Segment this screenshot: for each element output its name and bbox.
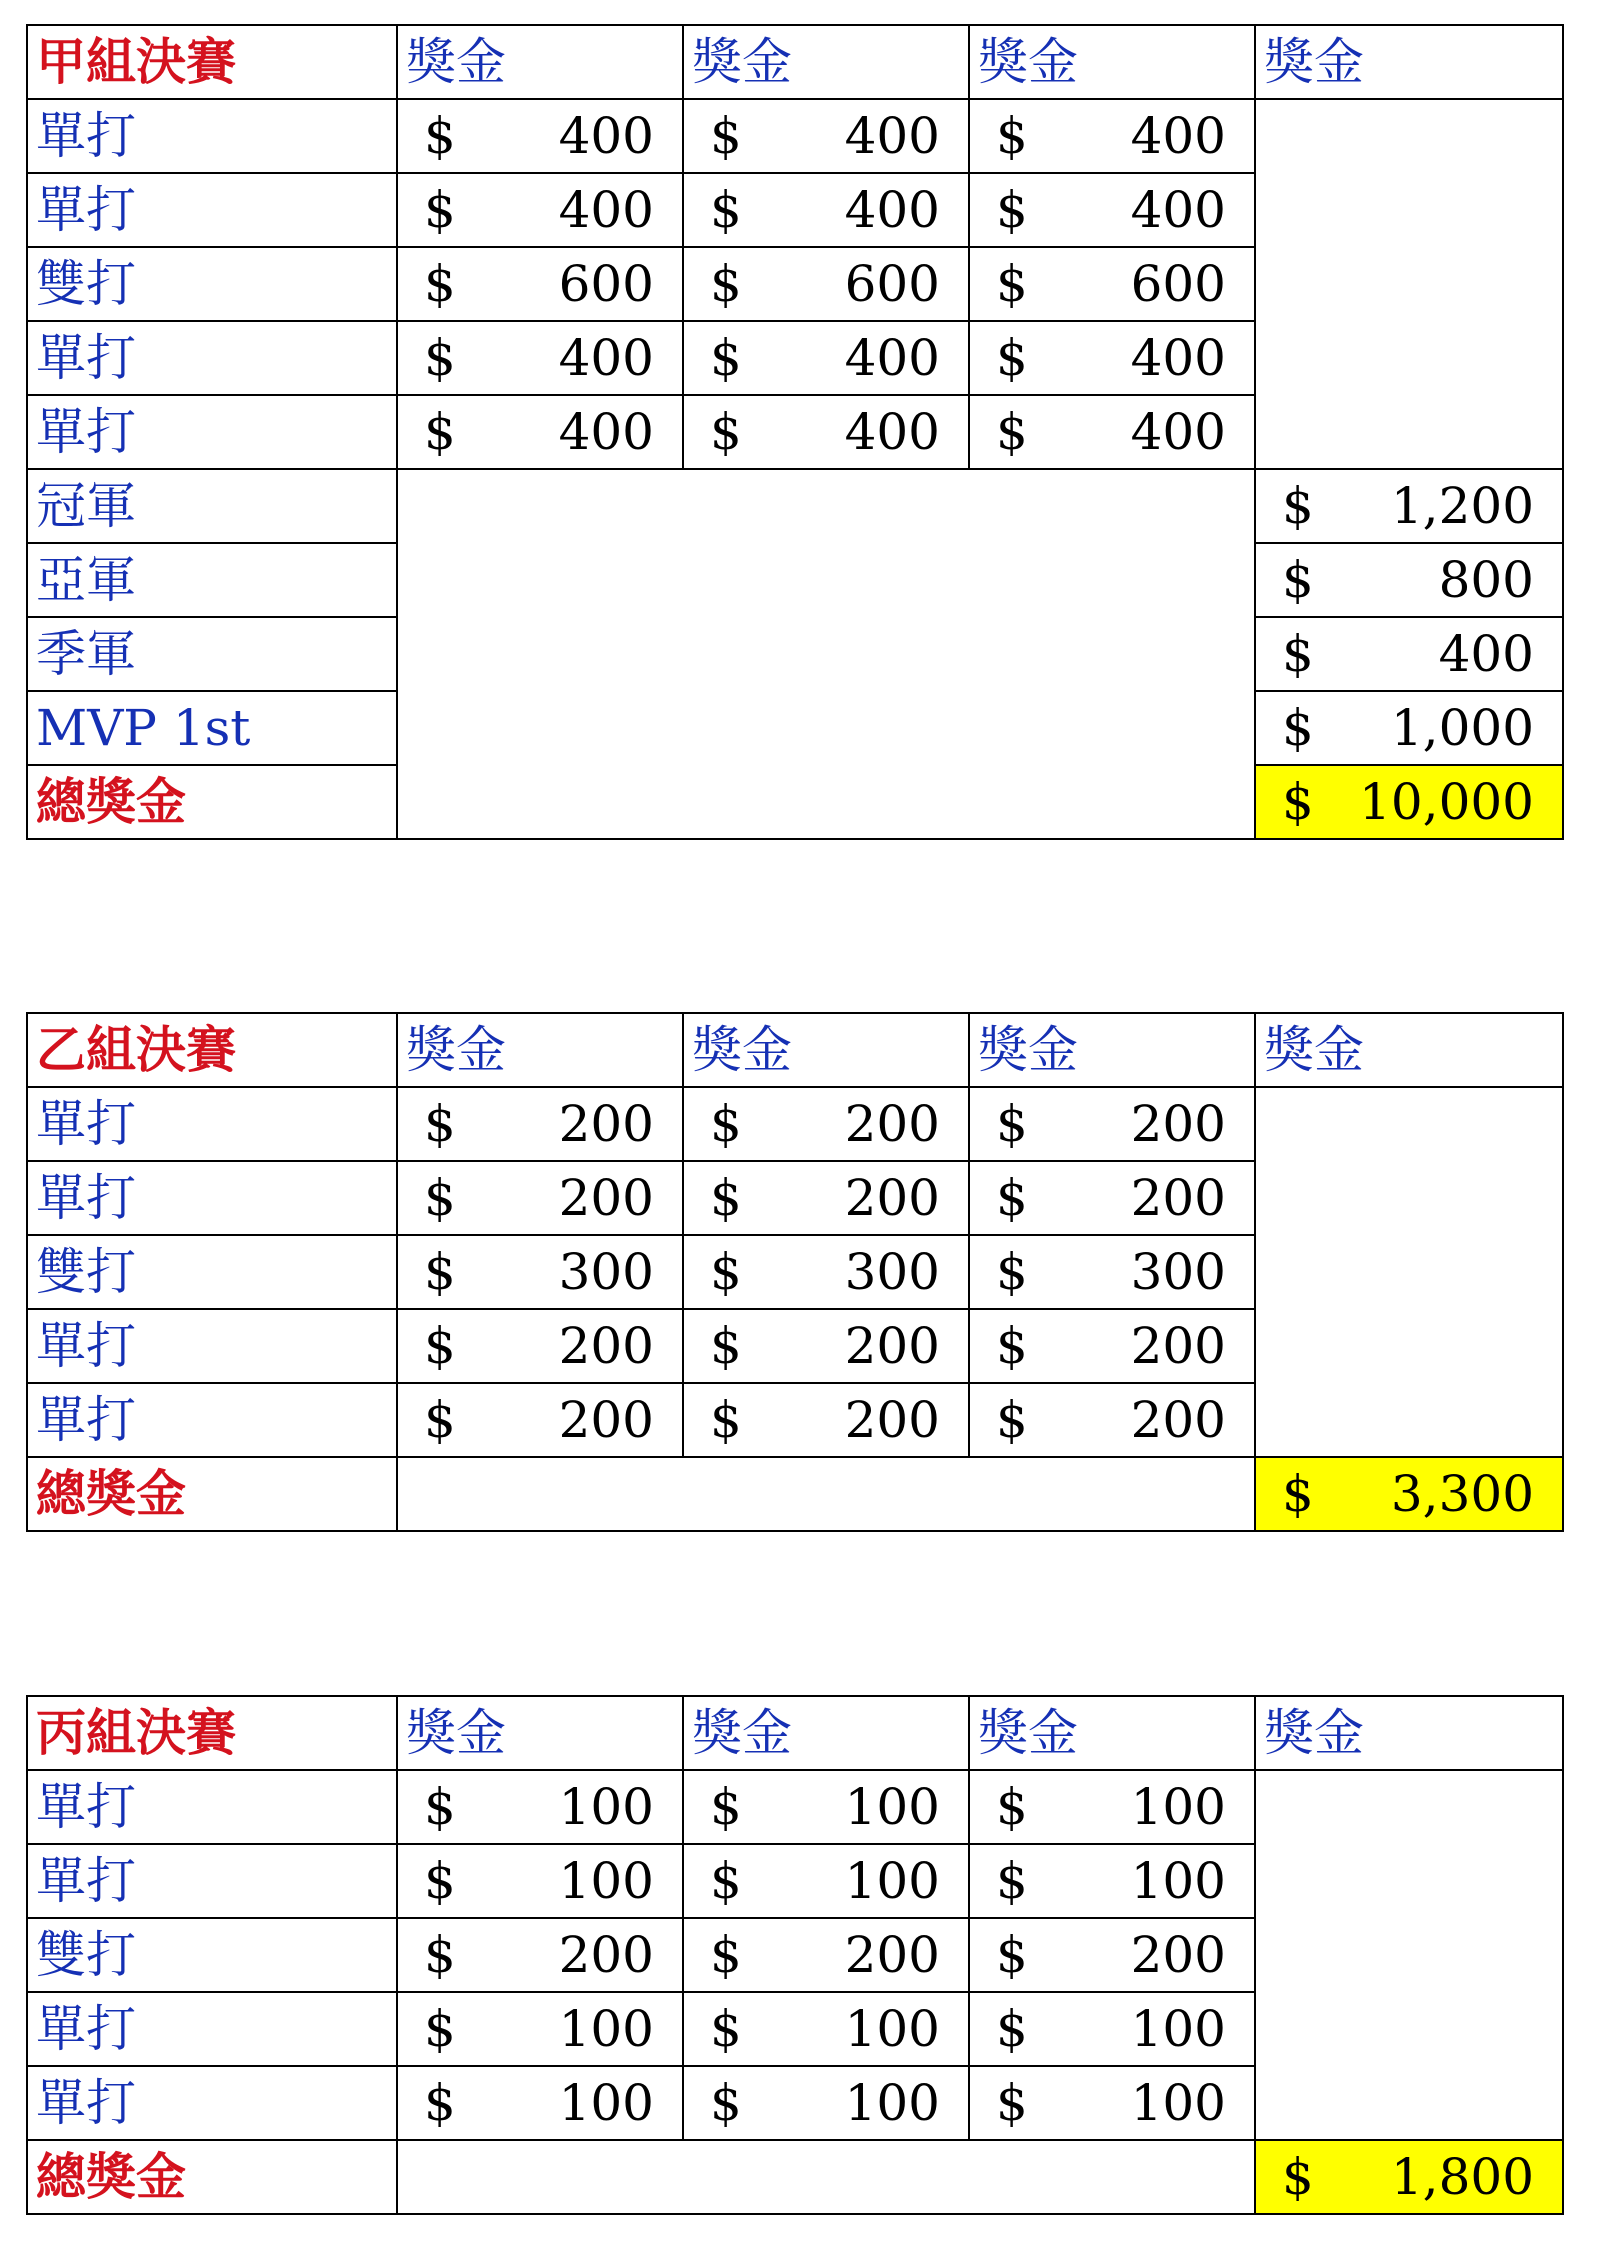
amount-cell bbox=[969, 395, 1255, 469]
amount-cell bbox=[1255, 543, 1563, 617]
amount-value: 400 bbox=[1438, 625, 1534, 683]
amount-value: 200 bbox=[1130, 1095, 1226, 1153]
table-row bbox=[27, 1770, 1563, 1844]
amount-value: 100 bbox=[1130, 1778, 1226, 1836]
currency-symbol: $ bbox=[710, 1169, 742, 1227]
amount-value: 200 bbox=[558, 1095, 654, 1153]
award-label: MVP 1st bbox=[27, 691, 397, 765]
currency-symbol: $ bbox=[424, 1243, 456, 1301]
currency-symbol: $ bbox=[996, 403, 1028, 461]
total-row bbox=[27, 2140, 1563, 2214]
amount-value: 300 bbox=[558, 1243, 654, 1301]
group-c-prize-table bbox=[26, 1695, 1564, 2215]
amount-value: 1,200 bbox=[1390, 477, 1534, 535]
amount-value: 400 bbox=[1130, 329, 1226, 387]
currency-symbol: $ bbox=[710, 2000, 742, 2058]
amount-cell bbox=[397, 2066, 683, 2140]
prize-column-header: 獎金 bbox=[397, 1013, 683, 1087]
amount-value: 100 bbox=[844, 2000, 940, 2058]
amount-cell bbox=[969, 99, 1255, 173]
currency-symbol: $ bbox=[710, 1317, 742, 1375]
amount-value: 200 bbox=[1130, 1391, 1226, 1449]
amount-value: 400 bbox=[558, 403, 654, 461]
amount-value: 800 bbox=[1438, 551, 1534, 609]
currency-symbol: $ bbox=[424, 1778, 456, 1836]
amount-cell bbox=[683, 173, 969, 247]
amount-value: 400 bbox=[1130, 403, 1226, 461]
total-label: 總獎金 bbox=[27, 2140, 397, 2214]
award-label: 季軍 bbox=[27, 617, 397, 691]
currency-symbol: $ bbox=[710, 1243, 742, 1301]
currency-symbol: $ bbox=[710, 255, 742, 313]
currency-symbol: $ bbox=[424, 329, 456, 387]
amount-value: 100 bbox=[844, 2074, 940, 2132]
currency-symbol: $ bbox=[1282, 625, 1314, 683]
amount-cell bbox=[397, 321, 683, 395]
empty-cell bbox=[397, 469, 1255, 839]
amount-value: 200 bbox=[844, 1169, 940, 1227]
prize-column-header: 獎金 bbox=[683, 25, 969, 99]
currency-symbol: $ bbox=[710, 181, 742, 239]
currency-symbol: $ bbox=[1282, 2148, 1314, 2206]
amount-cell bbox=[683, 395, 969, 469]
amount-cell bbox=[397, 173, 683, 247]
amount-value: 200 bbox=[844, 1391, 940, 1449]
currency-symbol: $ bbox=[710, 1778, 742, 1836]
amount-cell bbox=[969, 1918, 1255, 1992]
amount-cell bbox=[683, 1087, 969, 1161]
total-amount-value: 3,300 bbox=[1390, 1465, 1534, 1523]
amount-cell bbox=[969, 1161, 1255, 1235]
prize-column-header: 獎金 bbox=[969, 1013, 1255, 1087]
amount-value: 400 bbox=[1130, 107, 1226, 165]
amount-value: 100 bbox=[558, 1778, 654, 1836]
prize-column-header: 獎金 bbox=[969, 1696, 1255, 1770]
total-amount-value: 1,800 bbox=[1390, 2148, 1534, 2206]
currency-symbol: $ bbox=[424, 107, 456, 165]
amount-value: 300 bbox=[1130, 1243, 1226, 1301]
group-c-header-row bbox=[27, 1696, 1563, 1770]
amount-cell bbox=[683, 1309, 969, 1383]
total-amount-cell bbox=[1255, 2140, 1563, 2214]
row-label: 單打 bbox=[27, 1087, 397, 1161]
amount-value: 200 bbox=[1130, 1169, 1226, 1227]
currency-symbol: $ bbox=[996, 181, 1028, 239]
prize-column-header: 獎金 bbox=[683, 1696, 969, 1770]
amount-cell bbox=[969, 247, 1255, 321]
currency-symbol: $ bbox=[424, 181, 456, 239]
amount-cell bbox=[397, 1992, 683, 2066]
amount-cell bbox=[683, 1918, 969, 1992]
row-label: 單打 bbox=[27, 1844, 397, 1918]
amount-cell bbox=[397, 1087, 683, 1161]
currency-symbol: $ bbox=[710, 1095, 742, 1153]
amount-cell bbox=[683, 247, 969, 321]
amount-cell bbox=[969, 1770, 1255, 1844]
empty-cell bbox=[1255, 1087, 1563, 1457]
table-row bbox=[27, 1087, 1563, 1161]
row-label: 單打 bbox=[27, 1161, 397, 1235]
amount-value: 100 bbox=[558, 1852, 654, 1910]
amount-value: 600 bbox=[844, 255, 940, 313]
amount-cell bbox=[969, 1309, 1255, 1383]
currency-symbol: $ bbox=[1282, 477, 1314, 535]
currency-symbol: $ bbox=[424, 1926, 456, 1984]
amount-cell bbox=[969, 1087, 1255, 1161]
amount-value: 600 bbox=[558, 255, 654, 313]
amount-cell bbox=[969, 321, 1255, 395]
amount-value: 400 bbox=[558, 329, 654, 387]
row-label: 單打 bbox=[27, 1770, 397, 1844]
currency-symbol: $ bbox=[996, 2074, 1028, 2132]
currency-symbol: $ bbox=[424, 2000, 456, 2058]
amount-value: 400 bbox=[558, 181, 654, 239]
amount-cell bbox=[683, 1235, 969, 1309]
amount-cell bbox=[397, 1383, 683, 1457]
prize-column-header: 獎金 bbox=[1255, 1013, 1563, 1087]
currency-symbol: $ bbox=[996, 1243, 1028, 1301]
currency-symbol: $ bbox=[710, 1852, 742, 1910]
amount-cell bbox=[397, 247, 683, 321]
prize-column-header: 獎金 bbox=[1255, 25, 1563, 99]
amount-cell bbox=[397, 1309, 683, 1383]
group-b-prize-table bbox=[26, 1012, 1564, 1532]
prize-column-header: 獎金 bbox=[397, 25, 683, 99]
amount-cell bbox=[397, 1235, 683, 1309]
amount-cell bbox=[969, 1235, 1255, 1309]
currency-symbol: $ bbox=[996, 1391, 1028, 1449]
total-amount-value: 10,000 bbox=[1359, 773, 1534, 831]
currency-symbol: $ bbox=[424, 1852, 456, 1910]
amount-value: 400 bbox=[1130, 181, 1226, 239]
amount-value: 200 bbox=[1130, 1926, 1226, 1984]
empty-cell bbox=[1255, 1770, 1563, 2140]
currency-symbol: $ bbox=[996, 1169, 1028, 1227]
row-label: 單打 bbox=[27, 2066, 397, 2140]
amount-value: 200 bbox=[558, 1317, 654, 1375]
amount-cell bbox=[397, 1770, 683, 1844]
amount-cell bbox=[969, 2066, 1255, 2140]
row-label: 雙打 bbox=[27, 1235, 397, 1309]
amount-value: 100 bbox=[844, 1778, 940, 1836]
amount-cell bbox=[683, 99, 969, 173]
amount-value: 200 bbox=[558, 1169, 654, 1227]
total-amount-cell bbox=[1255, 765, 1563, 839]
amount-value: 100 bbox=[1130, 1852, 1226, 1910]
amount-cell bbox=[397, 1844, 683, 1918]
row-label: 單打 bbox=[27, 321, 397, 395]
award-label: 亞軍 bbox=[27, 543, 397, 617]
row-label: 單打 bbox=[27, 1992, 397, 2066]
currency-symbol: $ bbox=[1282, 773, 1314, 831]
currency-symbol: $ bbox=[996, 1852, 1028, 1910]
amount-value: 200 bbox=[1130, 1317, 1226, 1375]
amount-value: 400 bbox=[558, 107, 654, 165]
amount-cell bbox=[683, 2066, 969, 2140]
amount-value: 300 bbox=[844, 1243, 940, 1301]
amount-cell bbox=[969, 173, 1255, 247]
currency-symbol: $ bbox=[710, 1391, 742, 1449]
amount-value: 200 bbox=[558, 1926, 654, 1984]
amount-value: 400 bbox=[844, 329, 940, 387]
prize-column-header: 獎金 bbox=[397, 1696, 683, 1770]
amount-cell bbox=[397, 1918, 683, 1992]
currency-symbol: $ bbox=[710, 2074, 742, 2132]
amount-value: 200 bbox=[844, 1317, 940, 1375]
currency-symbol: $ bbox=[710, 107, 742, 165]
currency-symbol: $ bbox=[996, 107, 1028, 165]
amount-cell bbox=[397, 1161, 683, 1235]
amount-value: 200 bbox=[844, 1926, 940, 1984]
prize-column-header: 獎金 bbox=[969, 25, 1255, 99]
group-b-title: 乙組決賽 bbox=[27, 1013, 397, 1087]
amount-value: 600 bbox=[1130, 255, 1226, 313]
currency-symbol: $ bbox=[996, 1317, 1028, 1375]
amount-cell bbox=[683, 1992, 969, 2066]
amount-cell bbox=[1255, 469, 1563, 543]
group-c-title: 丙組決賽 bbox=[27, 1696, 397, 1770]
currency-symbol: $ bbox=[424, 1317, 456, 1375]
amount-cell bbox=[683, 1383, 969, 1457]
row-label: 單打 bbox=[27, 173, 397, 247]
currency-symbol: $ bbox=[424, 403, 456, 461]
amount-cell bbox=[397, 395, 683, 469]
row-label: 雙打 bbox=[27, 1918, 397, 1992]
currency-symbol: $ bbox=[710, 329, 742, 387]
amount-cell bbox=[683, 321, 969, 395]
amount-cell bbox=[397, 99, 683, 173]
currency-symbol: $ bbox=[424, 1169, 456, 1227]
currency-symbol: $ bbox=[424, 1095, 456, 1153]
amount-value: 200 bbox=[558, 1391, 654, 1449]
total-label: 總獎金 bbox=[27, 765, 397, 839]
currency-symbol: $ bbox=[424, 2074, 456, 2132]
table-row bbox=[27, 99, 1563, 173]
group-a-prize-table bbox=[26, 24, 1564, 840]
row-label: 單打 bbox=[27, 395, 397, 469]
currency-symbol: $ bbox=[710, 403, 742, 461]
group-b-header-row bbox=[27, 1013, 1563, 1087]
total-label: 總獎金 bbox=[27, 1457, 397, 1531]
row-label: 單打 bbox=[27, 99, 397, 173]
currency-symbol: $ bbox=[1282, 551, 1314, 609]
amount-value: 100 bbox=[558, 2074, 654, 2132]
currency-symbol: $ bbox=[996, 1095, 1028, 1153]
amount-value: 1,000 bbox=[1390, 699, 1534, 757]
award-label: 冠軍 bbox=[27, 469, 397, 543]
currency-symbol: $ bbox=[996, 2000, 1028, 2058]
amount-cell bbox=[969, 1992, 1255, 2066]
amount-cell bbox=[683, 1161, 969, 1235]
currency-symbol: $ bbox=[1282, 1465, 1314, 1523]
row-label: 雙打 bbox=[27, 247, 397, 321]
amount-value: 100 bbox=[1130, 2074, 1226, 2132]
amount-cell bbox=[969, 1383, 1255, 1457]
amount-cell bbox=[683, 1844, 969, 1918]
amount-value: 100 bbox=[558, 2000, 654, 2058]
currency-symbol: $ bbox=[710, 1926, 742, 1984]
award-row bbox=[27, 469, 1563, 543]
amount-value: 200 bbox=[844, 1095, 940, 1153]
amount-value: 100 bbox=[1130, 2000, 1226, 2058]
row-label: 單打 bbox=[27, 1309, 397, 1383]
group-a-title: 甲組決賽 bbox=[27, 25, 397, 99]
amount-cell bbox=[1255, 691, 1563, 765]
amount-value: 100 bbox=[844, 1852, 940, 1910]
currency-symbol: $ bbox=[424, 255, 456, 313]
amount-cell bbox=[683, 1770, 969, 1844]
amount-value: 400 bbox=[844, 181, 940, 239]
currency-symbol: $ bbox=[996, 1926, 1028, 1984]
currency-symbol: $ bbox=[1282, 699, 1314, 757]
currency-symbol: $ bbox=[996, 255, 1028, 313]
row-label: 單打 bbox=[27, 1383, 397, 1457]
group-a-header-row bbox=[27, 25, 1563, 99]
empty-cell bbox=[1255, 99, 1563, 469]
currency-symbol: $ bbox=[996, 329, 1028, 387]
amount-cell bbox=[969, 1844, 1255, 1918]
prize-column-header: 獎金 bbox=[1255, 1696, 1563, 1770]
currency-symbol: $ bbox=[424, 1391, 456, 1449]
empty-cell bbox=[397, 1457, 1255, 1531]
prize-column-header: 獎金 bbox=[683, 1013, 969, 1087]
amount-value: 400 bbox=[844, 107, 940, 165]
amount-cell bbox=[1255, 617, 1563, 691]
amount-value: 400 bbox=[844, 403, 940, 461]
total-row bbox=[27, 1457, 1563, 1531]
empty-cell bbox=[397, 2140, 1255, 2214]
total-amount-cell bbox=[1255, 1457, 1563, 1531]
currency-symbol: $ bbox=[996, 1778, 1028, 1836]
